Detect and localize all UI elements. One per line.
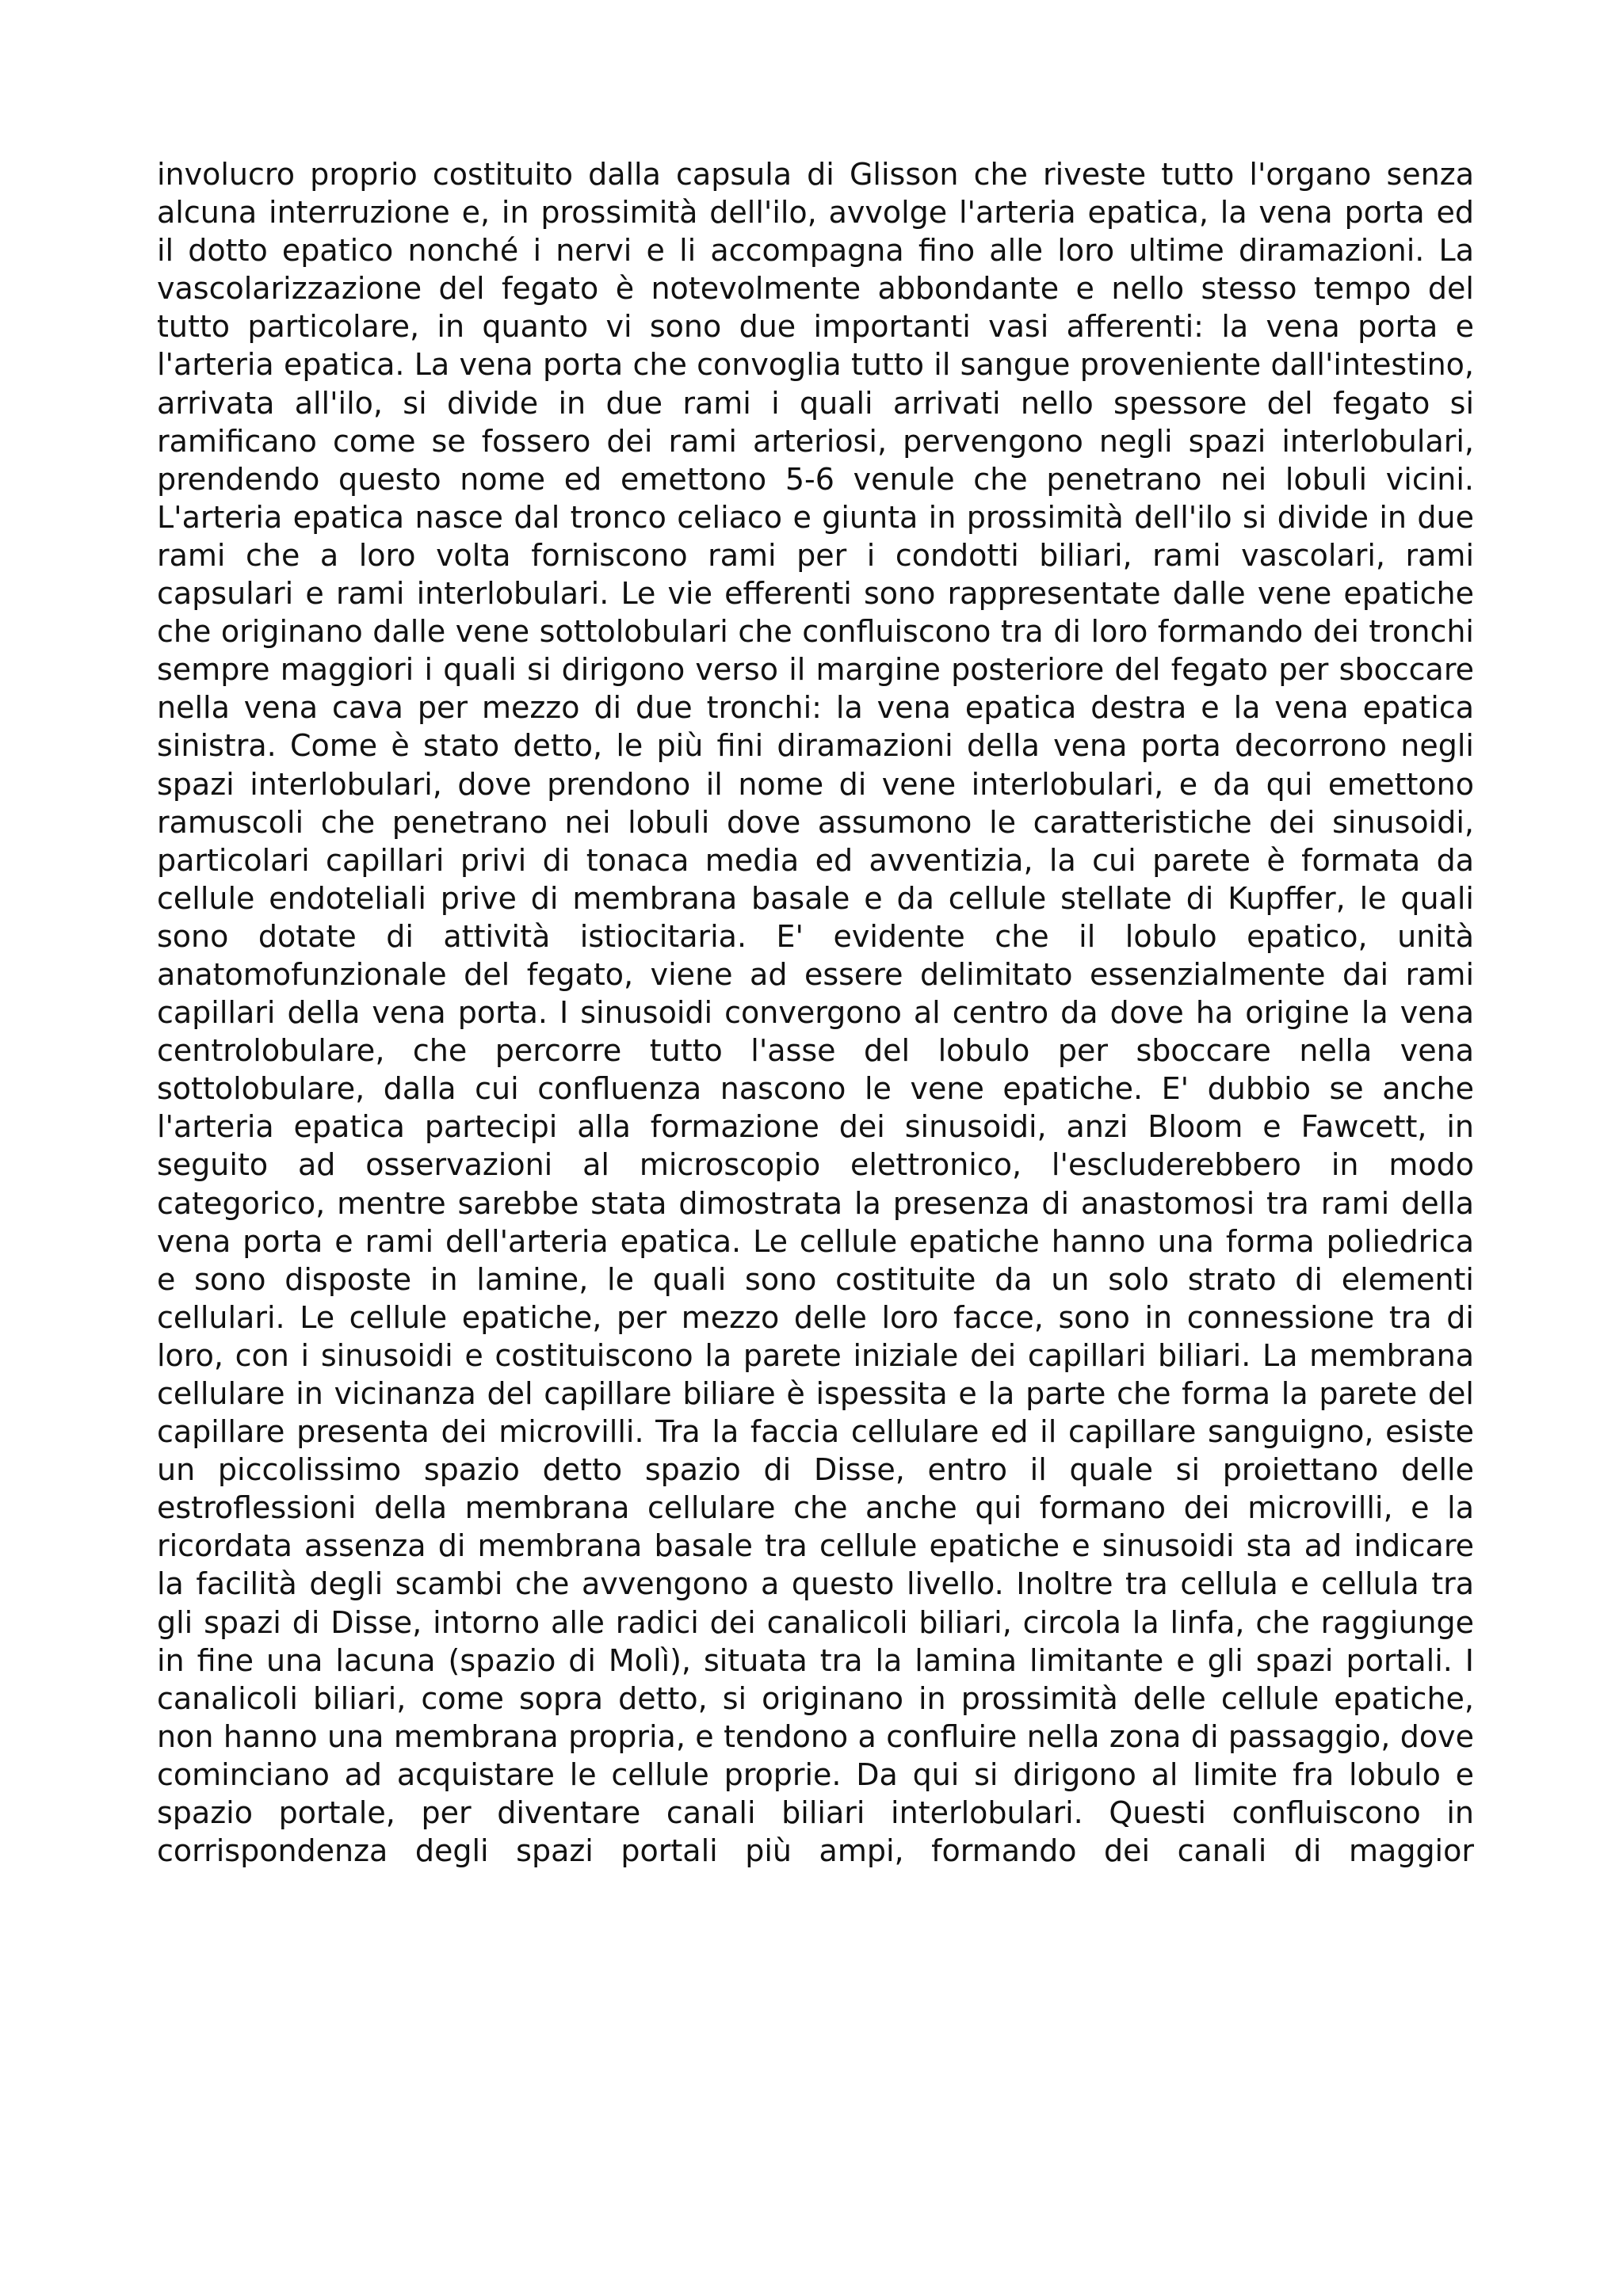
body-paragraph: involucro proprio costituito dalla capsula di Glisson che riveste tutto l'organo senza alcuna interruzione e, in prossimità dell'ilo, avvolge l'arteria epatica, la vena porta ed il dotto epatico nonché i nervi e li accompagna fino alle loro ultime diramazioni. La vascolarizzazione del fegato è notevolmente abbondante e nello stesso tempo del tutto particolare, in quanto vi sono due importanti vasi afferenti: la vena porta e l'arteria epatica. La vena porta che convoglia tutto il sangue proveniente dall'intestino, arrivata all'ilo, si divide in due rami i quali arrivati nello spessore del fegato si ramificano come se fossero dei rami arteriosi, pervengono negli spazi interlobulari, prendendo questo nome ed emettono 5-6 venule che penetrano nei lobuli vicini. L'arteria epatica nasce dal tronco celiaco e giunta in prossimità dell'ilo si divide in due rami che a loro volta forniscono rami per i condotti biliari, rami vascolari, rami capsulari e rami interlobulari. Le vie efferenti sono rappresentate dalle vene epatiche che originano dalle vene sottolobulari che confluiscono tra di loro formando dei tronchi sempre maggiori i quali si dirigono verso il margine posteriore del fegato per sboccare nella vena cava per mezzo di due tronchi: la vena epatica destra e la vena epatica sinistra. Come è stato detto, le più fini diramazioni della vena porta decorrono negli spazi interlobulari, dove prendono il nome di vene interlobulari, e da qui emettono ramuscoli che penetrano nei lobuli dove assumono le caratteristiche dei sinusoidi, particolari capillari privi di tonaca media ed avventizia, la cui parete è formata da cellule endoteliali prive di membrana basale e da cellule stellate di Kupffer, le quali sono dotate di attività istiocitaria. E' evidente che il lobulo epatico, unità anatomofunzionale del fegato, viene ad essere delimitato essenzialmente dai rami capillari della vena porta. I sinusoidi convergono al centro da dove ha origine la vena centrolobulare, che percorre tutto l'asse del lobulo per sboccare nella vena sottolobulare, dalla cui confluenza nascono le vene epatiche. E' dubbio se anche l'arteria epatica partecipi alla formazione dei sinusoidi, anzi Bloom e Fawcett, in seguito ad osservazioni al microscopio elettronico, l'escluderebbero in modo categorico, mentre sarebbe stata dimostrata la presenza di anastomosi tra rami della vena porta e rami dell'arteria epatica. Le cellule epatiche hanno una forma poliedrica e sono disposte in lamine, le quali sono costituite da un solo strato di elementi cellulari. Le cellule epatiche, per mezzo delle loro facce, sono in connessione tra di loro, con i sinusoidi e costituiscono la parete iniziale dei capillari biliari. La membrana cellulare in vicinanza del capillare biliare è ispessita e la parte che forma la parete del capillare presenta dei microvilli. Tra la faccia cellulare ed il capillare sanguigno, esiste un piccolissimo spazio detto spazio di Disse, entro il quale si proiettano delle estroflessioni della membrana cellulare che anche qui formano dei microvilli, e la ricordata assenza di membrana basale tra cellule epatiche e sinusoidi sta ad indicare la facilità degli scambi che avvengono a questo livello. Inoltre tra cellula e cellula tra gli spazi di Disse, intorno alle radici dei canalicoli biliari, circola la linfa, che raggiunge in fine una lacuna (spazio di Molì), situata tra la lamina limitante e gli spazi portali. I canalicoli biliari, come sopra detto, si originano in prossimità delle cellule epatiche, non hanno una membrana propria, e tendono a confluire nella zona di passaggio, dove cominciano ad acquistare le cellule proprie. Da qui si dirigono al limite fra lobulo e spazio portale, per diventare canali biliari interlobulari. Questi confluiscono in corrispondenza degli spazi portali più ampi, formando dei canali di maggior bbox=[157, 157, 1474, 1869]
